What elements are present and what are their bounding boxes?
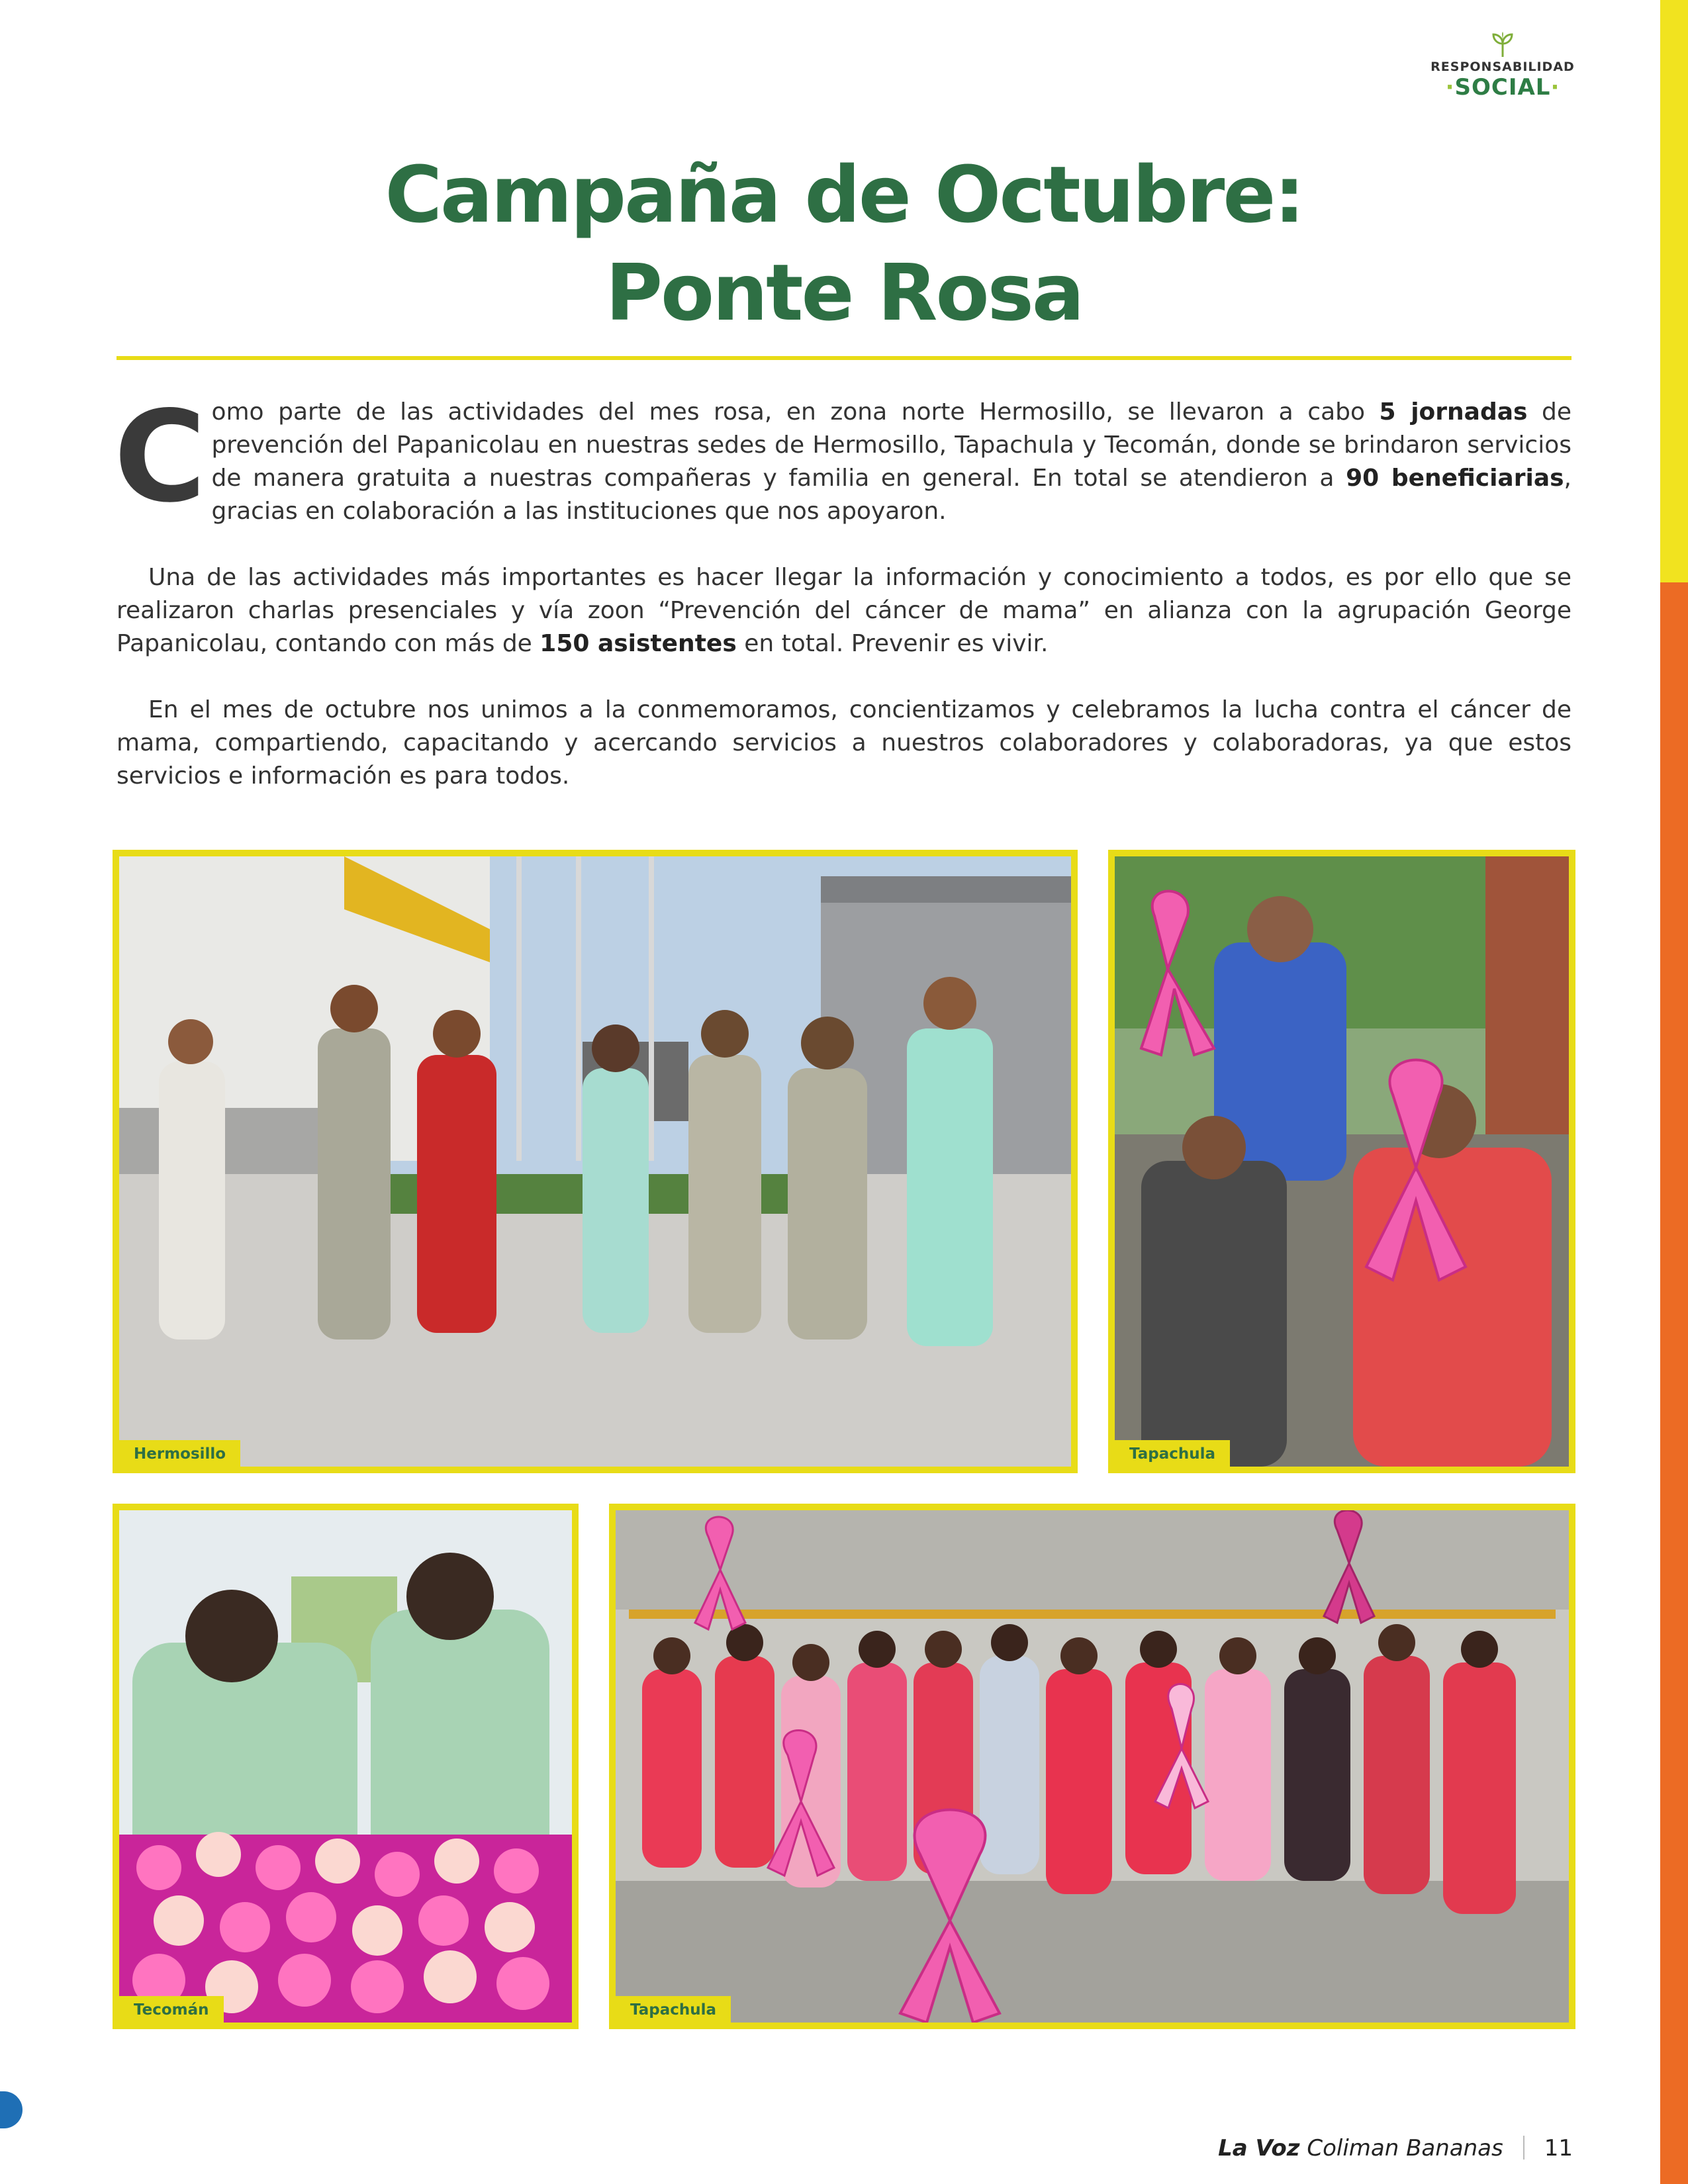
- photo-tapachula-ribbons-image: [1115, 856, 1569, 1467]
- title-line-2: Ponte Rosa: [605, 247, 1083, 338]
- photo-tecoman-image: [119, 1510, 572, 2023]
- paragraph-2: Una de las actividades más importantes es hacer llegar la información y conocimiento a todos, es por ello que se realizaron charlas presenciales y vía zoon “Prevención del cáncer de mama” en alianza con la agrupación George Papanicolau, contando con más de 150 asistentes en total. Prevenir es vivir.: [117, 564, 1571, 657]
- photo-tapachula-group: [609, 1504, 1575, 2029]
- photo-tapachula-group-image: [616, 1510, 1569, 2023]
- photo-tapachula-ribbons: [1108, 850, 1575, 1473]
- section-tag-top: RESPONSABILIDAD: [1430, 60, 1575, 74]
- article-title: [117, 146, 1571, 341]
- page-number: 11: [1544, 2135, 1573, 2161]
- photo-caption: Tapachula: [1115, 1440, 1230, 1467]
- photo-caption: Hermosillo: [119, 1440, 240, 1467]
- footer-brand-bold: La Voz: [1218, 2135, 1300, 2161]
- dropcap: C: [114, 384, 207, 530]
- photo-caption: Tapachula: [616, 1996, 731, 2023]
- page-footer: [1125, 2135, 1573, 2161]
- leaf-sprout-icon: [1488, 32, 1517, 58]
- edge-color-bar-yellow: [1660, 0, 1688, 582]
- photo-caption: Tecomán: [119, 1996, 224, 2023]
- paragraph-3: En el mes de octubre nos unimos a la conmemoramos, concientizamos y celebramos la lucha contra el cáncer de mama, compartiendo, capacitando y acercando servicios a nuestros colaboradores y colaboradoras, ya que estos servicios e información es para todos.: [117, 696, 1571, 790]
- photo-hermosillo: [113, 850, 1078, 1473]
- footer-brand-rest: Coliman Bananas: [1299, 2135, 1503, 2161]
- photo-tecoman: [113, 1504, 579, 2029]
- paragraph-1: Como parte de las actividades del mes rosa, en zona norte Hermosillo, se llevaron a cabo 5 jornadas de prevención del Papanicolau en nuestras sedes de Hermosillo, Tapachula y Tecomán, donde se brindaron servicios de manera gratuita a nuestras compañeras y familia en general. En total se atendieron a 90 beneficiarias, gracias en colaboración a las instituciones que nos apoyaron.: [114, 384, 1572, 530]
- page-edge-mark: [0, 2091, 23, 2128]
- edge-color-bar-orange: [1660, 582, 1688, 2184]
- section-tag: [1417, 32, 1589, 101]
- title-line-1: Campaña de Octubre:: [385, 149, 1303, 240]
- title-divider: [117, 356, 1571, 360]
- article-body: [114, 384, 1572, 826]
- footer-divider: [1523, 2136, 1524, 2160]
- section-tag-bottom: ·SOCIAL·: [1445, 74, 1560, 101]
- photo-hermosillo-image: [119, 856, 1071, 1467]
